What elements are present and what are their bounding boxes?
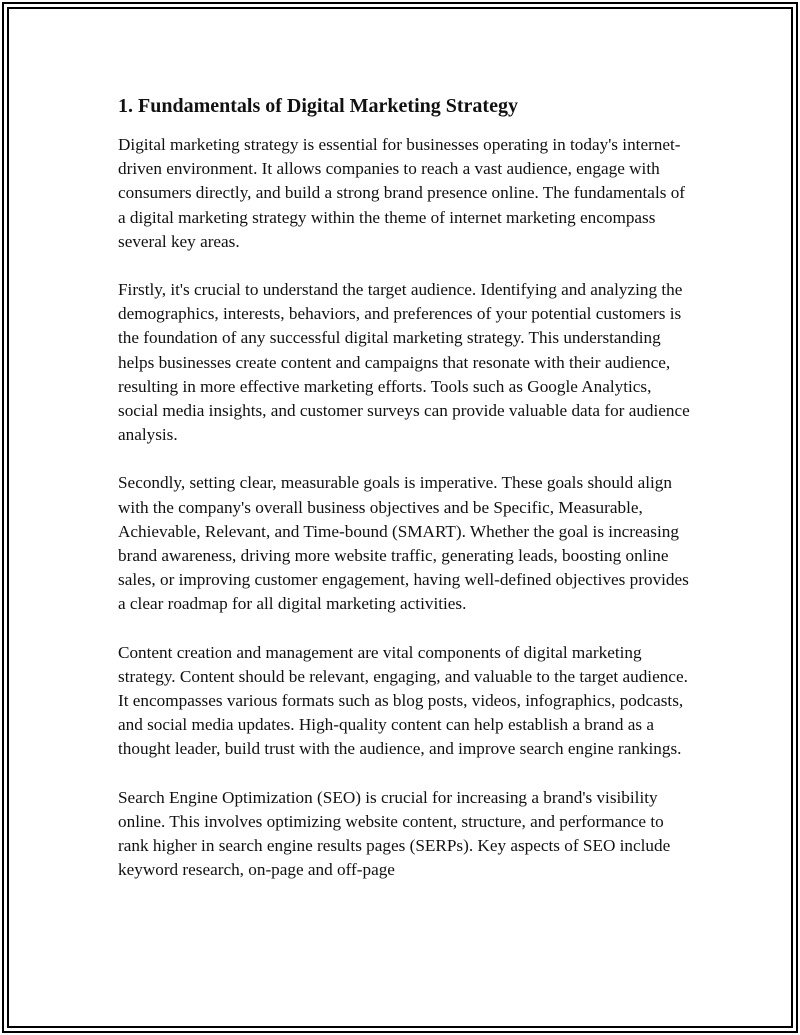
paragraph-intro: Digital marketing strategy is essential for businesses operating in today's internet-driven environment. It allows companies to reach a vast audience, engage with consumers directly, and build a strong brand presence online. The fundamentals of a digital marketing strategy within the theme of internet marketing encompass several key areas. [118,135,686,251]
paragraph-target-audience: Firstly, it's crucial to understand the target audience. Identifying and analyzing the demographics, interests, behaviors, and preferences of your potential customers is the foundation of any successful digital marketing strategy. This understanding helps businesses create content and campaigns that resonate with their audience, resulting in more effective marketing efforts. Tools such as Google Analytics, social media insights, and customer surveys can provide valuable data for audience analysis. [118,280,690,445]
paragraph-content: Content creation and management are vital components of digital marketing strategy. Content should be relevant, engaging, and valuable to the target audience. It encompasses various formats such as blog posts, videos, infographics, podcasts, and social media updates. High-quality content can help establish a brand as a thought leader, build trust with the audience, and improve search engine rankings. [118,642,688,759]
paragraph-seo: Search Engine Optimization (SEO) is crucial for increasing a brand's visibility online. This involves optimizing website content, structure, and performance to rank higher in search engine results pages (SERPs). Key aspects of SEO include keyword research, on-page and off-page [118,787,671,880]
document-page [118,93,693,906]
section-heading: 1. Fundamentals of Digital Marketing Strategy [118,95,518,117]
paragraph-goals: Secondly, setting clear, measurable goals is imperative. These goals should align with the company's overall business objectives and be Specific, Measurable, Achievable, Relevant, and Time-bound (SMART). Whether the goal is increasing brand awareness, driving more website traffic, generating leads, boosting online sales, or improving customer engagement, having well-defined objectives provides a clear roadmap for all digital marketing activities. [118,473,689,614]
